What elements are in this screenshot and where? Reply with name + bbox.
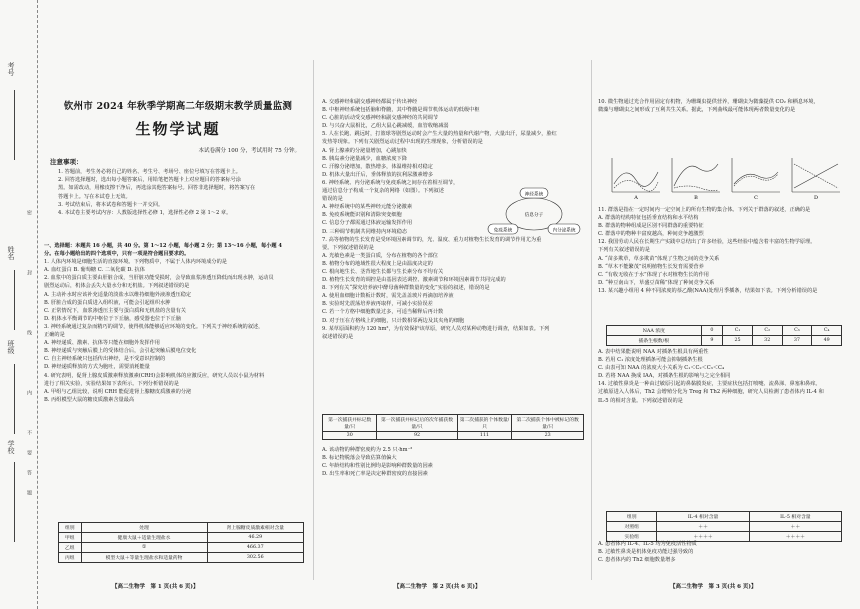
table-cell: ＋＋＋＋ <box>749 532 841 542</box>
question-line: 12. 我国劳动人民在长期生产实践中总结出了许多经验，这些经验中蕴含着丰富的生物学原理。 <box>598 239 816 246</box>
question-line: 13. 某兴趣小组用 4 种不同浓度的萘乙酸(NAA)处理月季插条，结果如下表。下列分析错误的是 <box>598 287 818 294</box>
question-line: D. 若将 NAA 换成 IAA，对插条生根的影响与之完全相同 <box>598 373 731 380</box>
question-line: 叙述错误的是 <box>322 333 354 340</box>
table-cell: 模型大鼠＋等量生理盐水和适量药物 <box>81 553 207 563</box>
question-line: B. 实验时先震荡培养液再取样，可减小实验误差 <box>322 301 433 308</box>
graph-label: C <box>754 195 758 200</box>
question-line: 5. 人在长跑、跳远时，打篮球等剧烈运动时会产生大量的热量和代谢产物，大量出汗，尿量减少，脸红 <box>322 131 557 138</box>
binding-label-school: 学校 <box>7 440 15 454</box>
question-line: 8. 下列有关“探究培养液中酵母菌种群数量的变化”实验的叙述，错误的是 <box>322 285 490 292</box>
question-line: 正确的是 <box>44 332 65 339</box>
question-line: B. 免疫系统能识别和清除突变细胞 <box>322 212 402 219</box>
notice-line: 3. 考试结束后，将本试卷和答题卡一并交回。 <box>58 201 164 208</box>
question-line: 14. 过敏性鼻炎是一种由过敏原引起的鼻黏膜炎症，主要症状包括打喷嚏、流鼻涕、鼻塞和鼻痒。 <box>598 381 821 388</box>
question-line: D. 机体水平衡调节的中枢位于下丘脑，感受器也位于下丘脑 <box>44 315 181 322</box>
question-line: A. 使用血细胞计数板计数时，需先盖盖玻片再滴加培养液 <box>322 293 454 300</box>
question-line: C. 心脏的活动受交感神经和副交感神经的共同调节 <box>322 115 439 122</box>
page-footer: 【高二生物学 第 2 页(共 6 页)】 <box>394 584 481 590</box>
population-graphs <box>606 154 842 200</box>
table-cell: ＋＋ <box>657 522 749 532</box>
graph-a <box>612 158 660 200</box>
notice-line: 答题卡上。写在本试卷上无效。 <box>58 193 131 200</box>
question-line: D. 三种调节机制共同维持内环境稳态 <box>322 228 408 235</box>
page3-questions-d <box>598 540 850 564</box>
question-line: D. 对于压在方格线上的细胞，只计数相邻两边及其夹角的细胞 <box>322 317 465 324</box>
question-line: 10. 微生物通过光合作用固定有机物，为珊瑚虫提供营养，珊瑚虫为微藻提供 CO₂ 和栖息环境， <box>598 99 819 105</box>
graph-label: A <box>634 195 638 200</box>
question-line: B. 神经递质与突触后膜上的受体结合后，会引起突触后膜电位变化 <box>44 348 197 355</box>
notice-title: 注意事项： <box>50 158 83 166</box>
question-line: 3. 神经系统通过复杂而精巧的调节，使得机体能够适应环境的变化。下列关于神经系统的叙述， <box>44 323 264 330</box>
question-line: C. 若一个方格中细胞数量过多，可适当稀释后再计数 <box>322 309 444 316</box>
question-line: C. 群落中的物种丰富度越高，种间竞争越激烈 <box>598 231 704 238</box>
page-footer: 【高二生物学 第 3 页(共 6 页)】 <box>670 584 757 590</box>
binding-label-name: 姓名 <box>7 246 15 260</box>
binding-line <box>14 90 15 160</box>
table-cell: ＋＋＋＋ <box>657 532 749 542</box>
question-line: A. 神经递质、激素、抗体等只能在细胞外发挥作用 <box>44 340 160 347</box>
question-line: D. 植物生长发育的调控是由基因表达调控、激素调节和环境因素调节共同完成的 <box>322 277 506 284</box>
table-cell: 23 <box>512 432 584 440</box>
page-footer: 【高二生物学 第 1 页(共 6 页)】 <box>112 584 199 590</box>
question-line: A. 交感神经和副交感神经都属于传出神经 <box>322 99 418 105</box>
question-line: 9. 某草原面积约为 120 hm²，为有效保护该草原，研究人员对某种动物进行调查，结果如表。下列 <box>322 325 550 332</box>
question-line: C. 信息分子都需通过体液运输发挥作用 <box>322 220 413 227</box>
notice-body <box>58 168 306 217</box>
question-line: D. 出生率和死亡率是决定种群密度的直接因素 <box>322 471 428 478</box>
question-line: 错误的是 <box>322 196 343 203</box>
question-line: 要。下列叙述错误的是 <box>322 244 374 251</box>
table-q14 <box>606 511 842 542</box>
section-heading: 一、选择题：本题共 16 小题，共 40 分。第 1～12 小题，每小题 2 分；第 13～16 小题，每小题 4 <box>44 243 282 249</box>
notice-line: 2. 回答选择题时，选出每小题答案后，用铅笔把答题卡上对应题目的答案标号涂 <box>58 177 241 184</box>
question-line: 微藻与珊瑚虫之间形成了互利共生关系。据此，下列曲线最可能体现两者数量变化的是 <box>598 107 796 114</box>
table-cell: 插条生根数/根 <box>607 336 702 346</box>
question-line: B. 植物分布的地域性很大程度上是由温度决定的 <box>322 260 433 267</box>
table-header: C₁ <box>723 326 753 336</box>
seal-char: 内 <box>26 390 32 395</box>
page3-questions <box>598 98 850 114</box>
question-line: D. 神经递质释放的方式为胞吐，需要消耗能量 <box>44 364 150 371</box>
question-line: A. “苗多欺草，草多欺苗”体现了生物之间的竞争关系 <box>598 255 720 262</box>
seal-char: 要 <box>26 450 32 455</box>
table-cell: 乙组 <box>59 543 82 553</box>
question-line: 11. 群落是指在一定时间内一定空间上的所有生物的集合体。下列关于群落的叙述，正确的是 <box>598 207 811 213</box>
notice-line: 1. 答题前，考生务必将自己的姓名、考生号、考场号、座位号填写在答题卡上。 <box>58 169 241 175</box>
question-line: 剧烈运动后，机体会丢失大量水分和无机盐。下列叙述错误的是 <box>44 283 190 290</box>
binding-line <box>14 462 15 542</box>
binding-label-exam-number: 考号 <box>7 62 15 76</box>
question-line: C. “有收无收在于水”体现了水对植物生长的作用 <box>598 271 709 278</box>
question-line: A. 肾上腺素的分泌量增加，心跳加快 <box>322 147 407 154</box>
diagram-node-nervous: 神经系统 <box>524 192 544 198</box>
question-line: A. 血红蛋白 B. 葡萄糖 C. 二氧化碳 D. 抗体 <box>44 267 145 274</box>
table-row <box>59 533 304 543</box>
diagram-center-label: 信息分子 <box>524 213 544 218</box>
table-row <box>323 432 584 440</box>
table-q4 <box>58 522 304 563</box>
table-header: 处理 <box>81 523 207 533</box>
table-q13 <box>606 325 842 346</box>
section-heading: 分。在每小题给出的四个选项中，只有一项是符合题目要求的。 <box>44 251 190 258</box>
table-header: 第二次捕获的个体数量/只 <box>457 415 512 432</box>
table-cell: 92 <box>377 432 457 440</box>
graph-b <box>672 158 720 200</box>
exam-meta: 本试卷满分 100 分，考试用时 75 分钟。 <box>198 148 300 154</box>
question-line: 通过信息分子构成一个复杂的网络（如图）。下列叙述 <box>322 188 444 195</box>
table-header: C₄ <box>812 326 842 336</box>
question-line: B. 过敏性鼻炎是机体免疫功能过强导致的 <box>598 549 694 556</box>
page3-questions-c <box>598 348 850 405</box>
column-divider <box>591 60 592 580</box>
graph-label: D <box>813 195 819 200</box>
question-line: D. 机体大量出汗后，垂体释放的抗利尿激素增多 <box>322 171 434 178</box>
question-line: C. 由表可知 NAA 的浓度大小关系为 C₁＜C₂＜C₃＜C₄ <box>598 365 725 372</box>
question-line: A. 主动补水时应该补充适量的淡盐水以维持细胞外液渗透压稳定 <box>44 291 192 298</box>
question-line: 进行了相关实验，实验结果如下表所示。下列分析错误的是 <box>44 380 179 387</box>
subject-title: 生物学试题 <box>135 120 221 138</box>
notice-line: 4. 本试卷主要考试内容：人教版选择性必修 1，选择性必修 2 第 1～2 章。 <box>58 210 232 217</box>
table-row <box>59 553 304 563</box>
table-header: IL-4 相对含量 <box>657 512 749 522</box>
table-cell: 25 <box>723 336 753 346</box>
table-header: NAA 浓度 <box>607 326 702 336</box>
question-line: A. 光敏色素是一类蛋白质，分布在植物的各个部位 <box>322 252 438 259</box>
question-line: D. 与兴奋大鼠相比，乙组大鼠心跳减缓，血管收缩减弱 <box>322 123 449 130</box>
table-cell: 甲组 <box>59 533 82 543</box>
binding-line <box>14 364 15 434</box>
table-cell: 对照组 <box>607 522 657 532</box>
table-cell: 466.37 <box>207 543 303 553</box>
column-divider <box>313 60 314 580</box>
seal-char: 题 <box>26 490 32 495</box>
question-line: C. 自主神经系统只包括传出神经，是不受意识控制的 <box>44 356 166 363</box>
seal-char: 线 <box>26 330 32 335</box>
graph-label: B <box>694 195 698 200</box>
table-header: 肾上腺糖皮质激素相对含量 <box>207 523 303 533</box>
diagram-node-immune: 免疫系统 <box>493 228 513 234</box>
question-line: D. “种豆南山下，草盛豆苗稀”体现了种间竞争关系 <box>598 279 715 286</box>
question-line: B. “草木不能繁茂”说明植物生长发育需要营养 <box>598 263 704 270</box>
table-cell: 30 <box>323 432 377 440</box>
question-line: A. 甲组与乙组比较，说明 CRH 能促进肾上腺糖皮质激素的分泌 <box>44 388 192 395</box>
question-line: B. 中枢神经系统包括脑和脊髓，其中脊髓是调节机体运动的低级中枢 <box>322 107 480 114</box>
question-line: 下列有关叙述错误的是 <box>598 247 650 254</box>
question-line: IL-5 的相对含量。下列叙述错误的是 <box>598 397 683 404</box>
question-line: 4. 研究表明，促肾上腺皮质激素释放激素(CRH)会影响机体的应激反应，研究人员以小鼠为材料 <box>44 372 265 379</box>
question-line: C. 根向地生长、茎背地生长都与生长素分布不均有关 <box>322 268 444 275</box>
table-cell: 302.56 <box>207 553 303 563</box>
table-header: 第一次捕获并标记后的次年捕获数量/只 <box>377 415 457 432</box>
table-cell: 46.29 <box>207 533 303 543</box>
table-header: 组别 <box>59 523 82 533</box>
table-cell: 111 <box>457 432 512 440</box>
question-line: A. 表中结果能说明 NAA 对插条生根具有两重性 <box>598 349 709 355</box>
table-cell: 49 <box>812 336 842 346</box>
question-line: A. 神经系统中的某些神经元能分泌激素 <box>322 204 413 211</box>
table-header: C₂ <box>752 326 782 336</box>
question-line: A. 该动物的种群密度约为 2.5 只·hm⁻² <box>322 447 413 453</box>
seal-char: 答 <box>26 470 32 475</box>
table-header: 第一次捕获并标记数量/只 <box>323 415 377 432</box>
table-row <box>59 543 304 553</box>
exam-name: 钦州市 2024 年秋季学期高二年级期末教学质量监测 <box>63 101 293 112</box>
table-header: 0 <box>701 326 723 336</box>
question-line: 1. 人体内环境是细胞生活的直接环境。下列物质中，不属于人体内环境成分的是 <box>44 259 227 266</box>
question-line: B. 胰岛素分泌量减少，血糖浓度下降 <box>322 155 407 162</box>
notice-line: 黑。如需改动，用橡皮擦干净后，再选涂其他答案标号。回答非选择题时，将答案写在 <box>58 185 256 192</box>
table-header: 组别 <box>607 512 657 522</box>
seal-char: 密 <box>26 210 32 215</box>
table-q9 <box>322 414 584 440</box>
graph-c <box>732 158 780 200</box>
question-line: B. 群落的物种组成是区别不同群落的重要特征 <box>598 223 704 230</box>
table-cell: 实验组 <box>607 532 657 542</box>
question-line: A. 患者体内 IL-4、IL-5 均为免疫活性物质 <box>598 541 697 547</box>
table-header: C₃ <box>782 326 812 336</box>
question-line: B. 丙组模型大鼠的糖皮质激素含量最高 <box>44 396 135 403</box>
question-line: 6. 神经系统、内分泌系统与免疫系统之间存在着相互调节， <box>322 179 459 186</box>
question-line: C. 正常情况下，血浆渗透压主要与蛋白质和无机盐的含量有关 <box>44 307 186 314</box>
table-row <box>607 522 842 532</box>
table-cell: 32 <box>752 336 782 346</box>
question-line: 2. 血浆中的蛋白质主要由肝脏合成，当肝脏功能受损时，会导致血浆渗透压降低而出现水肿，运动员 <box>44 275 274 282</box>
table-cell: 丙组 <box>59 553 82 563</box>
binding-line <box>14 270 15 330</box>
page2-options <box>322 446 584 478</box>
table-header: 第二次捕获个体中被标记的数量/只 <box>512 415 584 432</box>
question-line: B. 若用 C₁ 浓度处理插条可能会抑制插条生根 <box>598 357 703 364</box>
binding-strip <box>0 0 38 609</box>
question-line: 发热等现象。下列有关剧烈运动过程中出现的生理现象，分析错误的是 <box>322 139 483 146</box>
seal-char: 不 <box>26 430 32 435</box>
table-cell: ① <box>81 543 207 553</box>
diagram-node-endocrine: 内分泌系统 <box>552 228 576 234</box>
seal-char: 封 <box>26 270 32 275</box>
question-line: C. 患者体内的 Th2 细胞数量增多 <box>598 557 676 564</box>
question-line: B. 肝脏合成的蛋白质进入组织液，可能会引起组织水肿 <box>44 299 171 306</box>
binding-label-class: 班级 <box>7 340 15 354</box>
question-line: 过敏原进入人体后，Th2 会增殖分化为 Treg 和 Th2 两种细胞，研究人员检测了患者体内 IL-4 和 <box>598 389 824 396</box>
table-cell: 37 <box>782 336 812 346</box>
page1-questions <box>44 242 306 404</box>
table-cell: 健康大鼠＋适量生理盐水 <box>81 533 207 543</box>
question-line: C. 汗腺分泌增加，散热增多，体温维持相对稳定 <box>322 163 433 170</box>
question-line: A. 群落的结构特征包括垂直结构和水平结构 <box>598 215 699 222</box>
table-header: IL-5 相对含量 <box>749 512 841 522</box>
question-line: B. 标记物脱落会导致估算值偏大 <box>322 455 397 462</box>
question-line: C. 年龄结构和性别比例均是影响种群数量的因素 <box>322 463 433 470</box>
regulation-network-diagram <box>486 186 582 242</box>
table-row <box>607 336 842 346</box>
graph-d <box>792 158 840 200</box>
question-line: 7. 高等植物的生长发育是受环境因素调节的，光、温度、重力对植物生长发育的调节作用尤为重 <box>322 236 542 243</box>
table-cell: ＋＋ <box>749 522 841 532</box>
table-cell: 9 <box>701 336 723 346</box>
page3-questions-b <box>598 206 850 295</box>
